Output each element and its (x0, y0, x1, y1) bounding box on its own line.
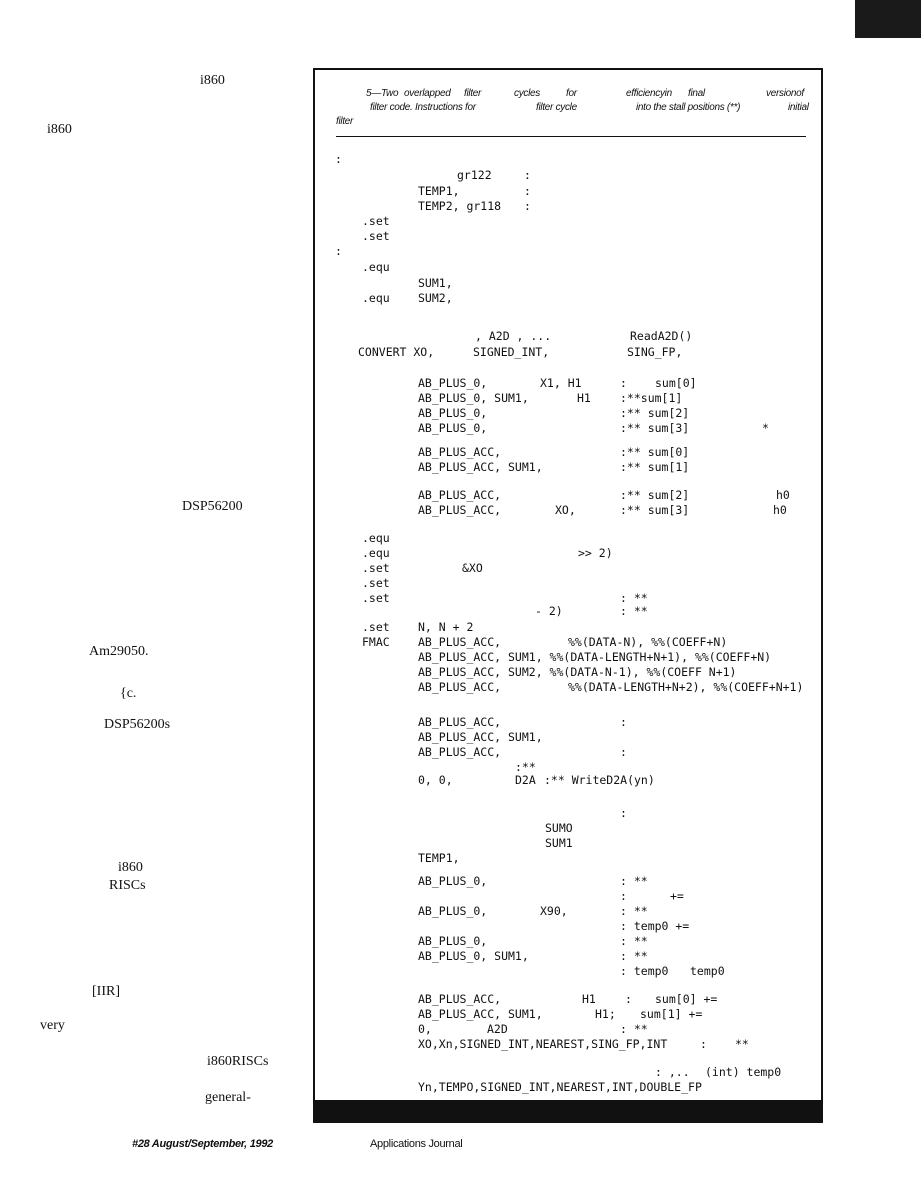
side-text-fragment: [IIR] (92, 984, 120, 999)
caption-fragment: into the stall positions (**) (636, 102, 741, 113)
code-line: h0 (776, 488, 790, 502)
caption-fragment: filter code. Instructions for (370, 102, 476, 113)
code-line: &XO (462, 561, 483, 575)
side-text-fragment: DSP56200s (104, 717, 171, 732)
code-line: TEMP1, (418, 851, 460, 865)
caption-fragment: filter (464, 88, 482, 99)
code-line: N, N + 2 (418, 620, 474, 634)
caption-fragment: versionof (766, 88, 804, 99)
caption-fragment: overlapped (404, 88, 451, 99)
code-line: AB_PLUS_ACC, (418, 503, 502, 517)
code-line: CONVERT XO, (358, 345, 435, 359)
code-line: : ** (620, 604, 648, 618)
caption-fragment: cycles (514, 88, 540, 99)
side-text-fragment: i860 (200, 73, 225, 88)
code-line: sum[0] (655, 376, 697, 390)
code-line: h0 (773, 503, 787, 517)
code-line: AB_PLUS_0, SUM1, (418, 949, 529, 963)
code-line: .set (362, 561, 390, 575)
code-line: AB_PLUS_ACC, SUM1, (418, 460, 543, 474)
code-line: gr122 (457, 168, 492, 182)
code-line: ** (735, 1037, 749, 1051)
code-line: Yn,TEMPO,SIGNED_INT,NEAREST,INT,DOUBLE_FP (418, 1080, 702, 1094)
code-line: :** sum[0] (620, 445, 690, 459)
code-line: :**sum[1] (620, 391, 683, 405)
code-line: AB_PLUS_ACC, SUM2, %%(DATA-N-1), %%(COEFF N+1) (418, 665, 737, 679)
code-line: AB_PLUS_0, (418, 934, 488, 948)
code-line: D2A (515, 773, 536, 787)
code-line: FMAC (362, 635, 390, 649)
code-line: SUMO (545, 821, 573, 835)
caption-fragment: initial (788, 102, 809, 113)
code-line: AB_PLUS_0, (418, 376, 488, 390)
code-line: AB_PLUS_ACC, SUM1, (418, 1007, 543, 1021)
code-line: : (335, 152, 342, 166)
code-line: .set (362, 229, 390, 243)
code-line: (int) temp0 (705, 1065, 782, 1079)
code-line: :** (515, 760, 536, 774)
code-line: SUM1 (545, 836, 573, 850)
code-line: .set (362, 214, 390, 228)
code-line: AB_PLUS_ACC, (418, 635, 502, 649)
code-line: AB_PLUS_0, (418, 421, 488, 435)
code-line: : (620, 889, 627, 903)
code-line: : ** (620, 904, 648, 918)
code-line: .equ (362, 531, 390, 545)
code-line: H1; (595, 1007, 616, 1021)
code-line: temp0 (690, 964, 725, 978)
code-line: AB_PLUS_ACC, (418, 992, 502, 1006)
caption-fragment: final (688, 88, 705, 99)
code-line: AB_PLUS_0, (418, 874, 488, 888)
code-line: - 2) (535, 604, 563, 618)
code-line: : ** (620, 1022, 648, 1036)
caption-fragment: filter (336, 116, 354, 127)
code-line: sum[0] += (655, 992, 718, 1006)
code-line: : temp0 (620, 964, 669, 978)
code-line: AB_PLUS_0, (418, 904, 488, 918)
side-text-fragment: Am29050. (89, 644, 149, 659)
code-line: .set (362, 591, 390, 605)
code-line: TEMP2, gr118 (418, 199, 502, 213)
code-line: >> 2) (578, 546, 613, 560)
code-line: X90, (540, 904, 568, 918)
code-line: :** sum[2] (620, 488, 690, 502)
code-line: SING_FP, (627, 345, 683, 359)
code-line: sum[1] += (640, 1007, 703, 1021)
code-line: AB_PLUS_ACC, (418, 680, 502, 694)
code-line: H1 (582, 992, 596, 1006)
side-text-fragment: DSP56200 (182, 499, 243, 514)
code-line: 0, (418, 1022, 432, 1036)
code-line: SUM2, (418, 291, 453, 305)
code-line: : (625, 992, 632, 1006)
code-line: : (620, 376, 627, 390)
code-line: : (524, 199, 531, 213)
code-line: AB_PLUS_0, (418, 406, 488, 420)
caption-fragment: 5—Two (366, 88, 399, 99)
side-text-fragment: i860 (47, 122, 72, 137)
code-line: AB_PLUS_ACC, (418, 445, 502, 459)
code-line: : temp0 += (620, 919, 690, 933)
code-line: AB_PLUS_ACC, (418, 715, 502, 729)
side-text-fragment: i860RISCs (207, 1054, 269, 1069)
code-line: : ** (620, 949, 648, 963)
code-line: : ** (620, 591, 648, 605)
side-text-fragment: i860 (118, 860, 143, 875)
code-line: : (620, 715, 627, 729)
code-line: X1, H1 (540, 376, 582, 390)
corner-tab (855, 0, 921, 38)
issue-footer: #28 August/September, 1992 (132, 1138, 273, 1150)
code-line: AB_PLUS_0, SUM1, (418, 391, 529, 405)
code-line: , A2D , ... (475, 329, 552, 343)
code-line: XO, (555, 503, 576, 517)
side-text-fragment: {c. (120, 686, 137, 701)
code-line: ReadA2D() (630, 329, 693, 343)
code-line: :** WriteD2A(yn) (544, 773, 655, 787)
code-line: 0, 0, (418, 773, 453, 787)
code-line: .equ (362, 291, 390, 305)
code-line: :** sum[3] (620, 503, 690, 517)
listing-caption (336, 88, 811, 128)
caption-fragment: filter cycle (536, 102, 577, 113)
code-line: .equ (362, 260, 390, 274)
code-line: : ,.. (655, 1065, 690, 1079)
code-line: H1 (577, 391, 591, 405)
code-line: %%(DATA-N), %%(COEFF+N) (568, 635, 728, 649)
caption-fragment: for (566, 88, 577, 99)
side-text-fragment: very (40, 1018, 65, 1033)
code-line: TEMP1, (418, 184, 460, 198)
code-line: SUM1, (418, 276, 453, 290)
caption-fragment: efficiencyin (626, 88, 672, 99)
code-line: : ** (620, 934, 648, 948)
code-line: A2D (487, 1022, 508, 1036)
code-line: : (700, 1037, 707, 1051)
code-line: AB_PLUS_ACC, (418, 488, 502, 502)
caption-divider (336, 136, 806, 137)
code-line: SIGNED_INT, (473, 345, 550, 359)
code-line: : (524, 184, 531, 198)
code-line: .set (362, 620, 390, 634)
side-text-fragment: RISCs (109, 878, 146, 893)
code-line: .set (362, 576, 390, 590)
listing-footer-bar (313, 1100, 823, 1123)
code-line: :** sum[3] (620, 421, 690, 435)
side-text-fragment: general- (205, 1090, 251, 1105)
code-line: : (524, 168, 531, 182)
code-line: * (762, 421, 769, 435)
code-line: .equ (362, 546, 390, 560)
code-line: AB_PLUS_ACC, (418, 745, 502, 759)
code-line: += (670, 889, 684, 903)
code-line: : ** (620, 874, 648, 888)
code-line: %%(DATA-LENGTH+N+2), %%(COEFF+N+1) (568, 680, 804, 694)
code-line: XO,Xn,SIGNED_INT,NEAREST,SING_FP,INT (418, 1037, 668, 1051)
code-line: :** sum[1] (620, 460, 690, 474)
journal-footer: Applications Journal (370, 1138, 463, 1150)
code-line: AB_PLUS_ACC, SUM1, %%(DATA-LENGTH+N+1), %%(COEFF+N) (418, 650, 772, 664)
code-line: :** sum[2] (620, 406, 690, 420)
code-line: : (335, 244, 342, 258)
code-line: : (620, 745, 627, 759)
code-line: AB_PLUS_ACC, SUM1, (418, 730, 543, 744)
code-line: : (620, 806, 627, 820)
